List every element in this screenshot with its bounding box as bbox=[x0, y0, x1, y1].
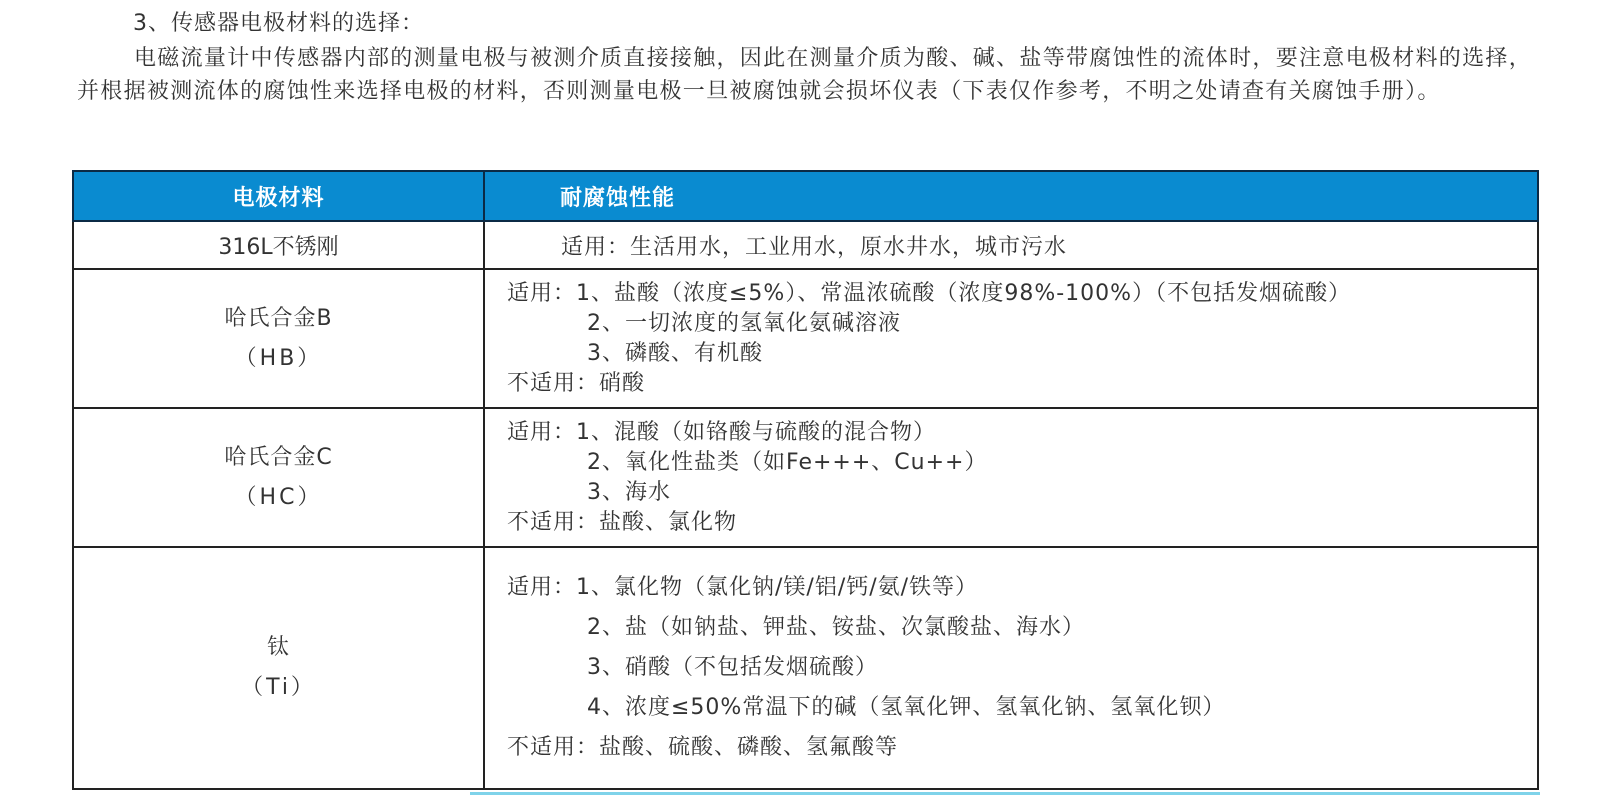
material-code: （HB） bbox=[234, 345, 323, 371]
material-cell bbox=[73, 408, 484, 547]
material-code: （HC） bbox=[234, 484, 323, 510]
property-cell bbox=[484, 408, 1538, 547]
bottom-divider bbox=[470, 792, 1540, 795]
table-header-row bbox=[73, 171, 1538, 221]
property-line: 适用：1、盐酸（浓度≤5%）、常温浓硫酸（浓度98%-100%）（不包括发烟硫酸） bbox=[507, 280, 1352, 306]
property-line: 适用：1、混酸（如铬酸与硫酸的混合物） bbox=[507, 419, 936, 445]
property-cell bbox=[484, 269, 1538, 408]
property-line: 3、海水 bbox=[587, 479, 671, 505]
material-name: 316L不锈刚 bbox=[218, 234, 339, 260]
property-line: 2、盐（如钠盐、钾盐、铵盐、次氯酸盐、海水） bbox=[587, 615, 1085, 640]
property-line: 3、磷酸、有机酸 bbox=[587, 340, 763, 366]
material-name: 哈氏合金C bbox=[224, 444, 333, 470]
header-material: 电极材料 bbox=[73, 171, 484, 221]
property-line: 适用：1、氯化物（氯化钠/镁/铝/钙/氨/铁等） bbox=[507, 575, 979, 600]
property-line: 3、硝酸（不包括发烟硫酸） bbox=[587, 655, 878, 680]
property-cell bbox=[484, 547, 1538, 789]
table-row bbox=[73, 408, 1538, 547]
material-name: 哈氏合金B bbox=[224, 305, 333, 331]
property-line: 不适用：盐酸、硫酸、磷酸、氢氟酸等 bbox=[507, 735, 899, 760]
property-line: 4、浓度≤50%常温下的碱（氢氧化钾、氢氧化钠、氢氧化钡） bbox=[587, 695, 1226, 720]
section-heading: 3、传感器电极材料的选择： bbox=[133, 11, 424, 36]
material-name: 钛 bbox=[266, 635, 290, 660]
electrode-material-table bbox=[72, 170, 1539, 790]
table-row bbox=[73, 269, 1538, 408]
intro-paragraph: 电磁流量计中传感器内部的测量电极与被测介质直接接触，因此在测量介质为酸、碱、盐等带腐蚀性的流体时，要注意电极材料的选择，并根据被测流体的腐蚀性来选择电极的材料，否则测量电极一旦被腐蚀就会损坏仪表（下表仅作参考，不明之处请查有关腐蚀手册）。 bbox=[77, 46, 1533, 104]
material-cell bbox=[73, 221, 484, 269]
property-line: 适用：生活用水，工业用水，原水井水，城市污水 bbox=[561, 234, 1068, 260]
table-row bbox=[73, 221, 1538, 269]
property-line: 2、一切浓度的氢氧化氨碱溶液 bbox=[587, 310, 901, 336]
property-line: 2、氧化性盐类（如Fe+++、Cu++） bbox=[587, 449, 988, 475]
property-cell bbox=[484, 221, 1538, 269]
table-row bbox=[73, 547, 1538, 789]
material-code: （Ti） bbox=[241, 675, 316, 700]
header-corrosion-resistance: 耐腐蚀性能 bbox=[484, 171, 1538, 221]
material-cell bbox=[73, 547, 484, 789]
material-cell bbox=[73, 269, 484, 408]
property-line: 不适用：硝酸 bbox=[507, 370, 646, 396]
property-line: 不适用：盐酸、氯化物 bbox=[507, 509, 738, 535]
